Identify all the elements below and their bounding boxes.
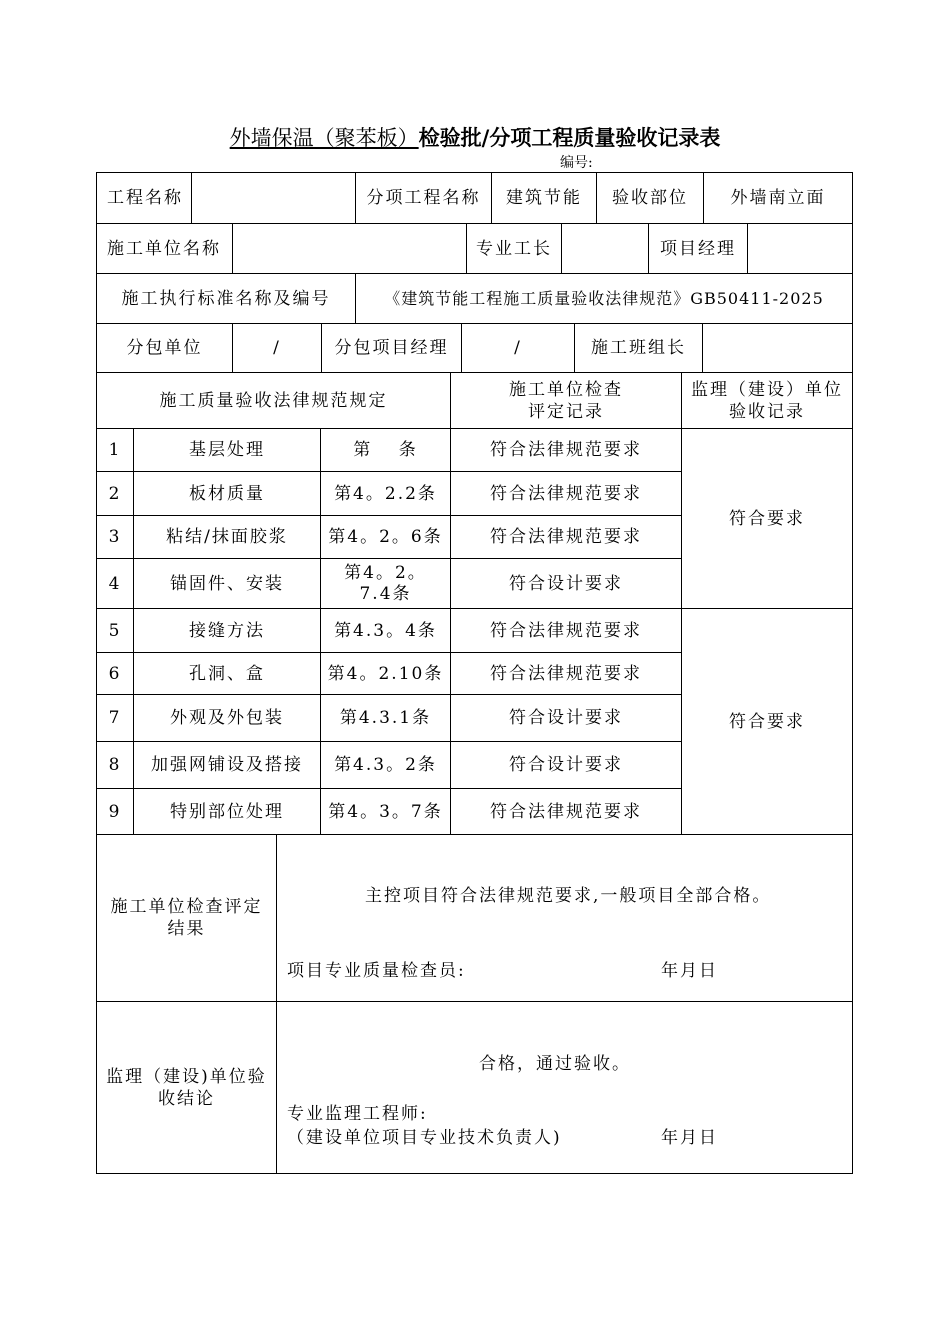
supervisor-conclusion-label-l1: 监理（建设)单位验	[106, 1066, 267, 1087]
item-no: 9	[97, 789, 134, 835]
item-name: 孔洞、盒	[134, 653, 321, 695]
item-no: 7	[97, 695, 134, 742]
title-part2: 检验批/分项工程质量验收记录表	[418, 125, 721, 150]
foreman-label: 专业工长	[467, 224, 562, 274]
item-no: 8	[97, 742, 134, 789]
supervisor-conclusion-label	[97, 1002, 277, 1173]
item-name: 基层处理	[134, 429, 321, 472]
bianhao-label: 编号:	[560, 155, 593, 171]
item-result: 符合设计要求	[451, 559, 682, 609]
team-leader-value	[703, 324, 852, 373]
subcontractor-label: 分包单位	[97, 324, 233, 373]
item-clause: 第4。2。7.4条	[321, 559, 451, 609]
owner-rep-label: （建设单位项目专业技术负责人)	[287, 1128, 562, 1148]
item-result: 符合法律规范要求	[451, 472, 682, 516]
supervisor-header	[682, 373, 852, 429]
project-name-label: 工程名称	[97, 173, 192, 224]
supervisor-conclusion-label-l2: 收结论	[158, 1088, 215, 1109]
contractor-result-text: 主控项目符合法律规范要求,一般项目全部合格。	[365, 886, 772, 906]
item-no: 5	[97, 609, 134, 653]
item-clause: 第4.3.1条	[321, 695, 451, 742]
sub-project-label: 分项工程名称	[356, 173, 492, 224]
supervisor-header-l1: 监理（建设）单位	[691, 379, 843, 400]
title-part1: 外墙保温（聚苯板）	[229, 126, 419, 150]
item-result: 符合法律规范要求	[451, 516, 682, 559]
contractor-check-header-l1: 施工单位检查	[509, 379, 623, 400]
item-clause: 第4.3。2条	[321, 742, 451, 789]
acceptance-part-value: 外墙南立面	[704, 173, 852, 224]
contractor-check-header-l2: 评定记录	[528, 401, 604, 422]
item-clause: 第 条	[321, 429, 451, 472]
acceptance-part-label: 验收部位	[597, 173, 704, 224]
item-name: 锚固件、安装	[134, 559, 321, 609]
item-name: 加强网铺设及搭接	[134, 742, 321, 789]
item-clause: 第4.3。4条	[321, 609, 451, 653]
item-clause: 第4。2.2条	[321, 472, 451, 516]
item-no: 2	[97, 472, 134, 516]
contractor-result-label-l2: 结果	[167, 919, 206, 939]
team-leader-label: 施工班组长	[575, 324, 703, 373]
item-result: 符合法律规范要求	[451, 789, 682, 835]
item-no: 3	[97, 516, 134, 559]
supervisor-group-2: 符合要求	[682, 609, 852, 835]
item-result: 符合法律规范要求	[451, 429, 682, 472]
item-result: 符合法律规范要求	[451, 653, 682, 695]
inspector-label: 项目专业质量检查员:	[287, 961, 466, 981]
contractor-check-header	[451, 373, 682, 429]
engineer-label: 专业监理工程师:	[287, 1104, 428, 1124]
item-no: 6	[97, 653, 134, 695]
project-name-value	[192, 173, 356, 224]
foreman-value	[562, 224, 649, 274]
item-no: 4	[97, 559, 134, 609]
item-name: 外观及外包装	[134, 695, 321, 742]
supervisor-header-l2: 验收记录	[729, 401, 805, 422]
pm-value	[748, 224, 852, 274]
item-name: 特别部位处理	[134, 789, 321, 835]
contractor-result-label-l1: 施工单位检查评定	[110, 897, 263, 917]
item-name: 粘结/抹面胶浆	[134, 516, 321, 559]
pm-label: 项目经理	[649, 224, 748, 274]
standard-value: 《建筑节能工程施工质量验收法律规范》GB50411-2025	[356, 274, 852, 324]
item-result: 符合设计要求	[451, 695, 682, 742]
item-name: 接缝方法	[134, 609, 321, 653]
page-title	[0, 122, 950, 152]
contractor-value	[233, 224, 467, 274]
sub-project-value: 建筑节能	[492, 173, 597, 224]
item-clause: 第4。2.10条	[321, 653, 451, 695]
item-result: 符合法律规范要求	[451, 609, 682, 653]
standard-label: 施工执行标准名称及编号	[97, 274, 356, 324]
contractor-label: 施工单位名称	[97, 224, 233, 274]
contractor-result-label	[97, 835, 277, 1002]
sub-pm-label: 分包项目经理	[322, 324, 462, 373]
supervisor-conclusion-text: 合格，通过验收。	[479, 1054, 631, 1074]
item-no: 1	[97, 429, 134, 472]
subcontractor-value: /	[233, 324, 322, 373]
supervisor-group-1: 符合要求	[682, 429, 852, 609]
sub-pm-value: /	[462, 324, 575, 373]
contractor-date: 年月日	[661, 961, 718, 981]
spec-column-header: 施工质量验收法律规范规定	[97, 373, 451, 429]
item-name: 板材质量	[134, 472, 321, 516]
item-result: 符合设计要求	[451, 742, 682, 789]
record-table	[96, 172, 853, 1174]
item-clause: 第4。2。6条	[321, 516, 451, 559]
item-clause: 第4。3。7条	[321, 789, 451, 835]
supervisor-date: 年月日	[661, 1128, 718, 1148]
